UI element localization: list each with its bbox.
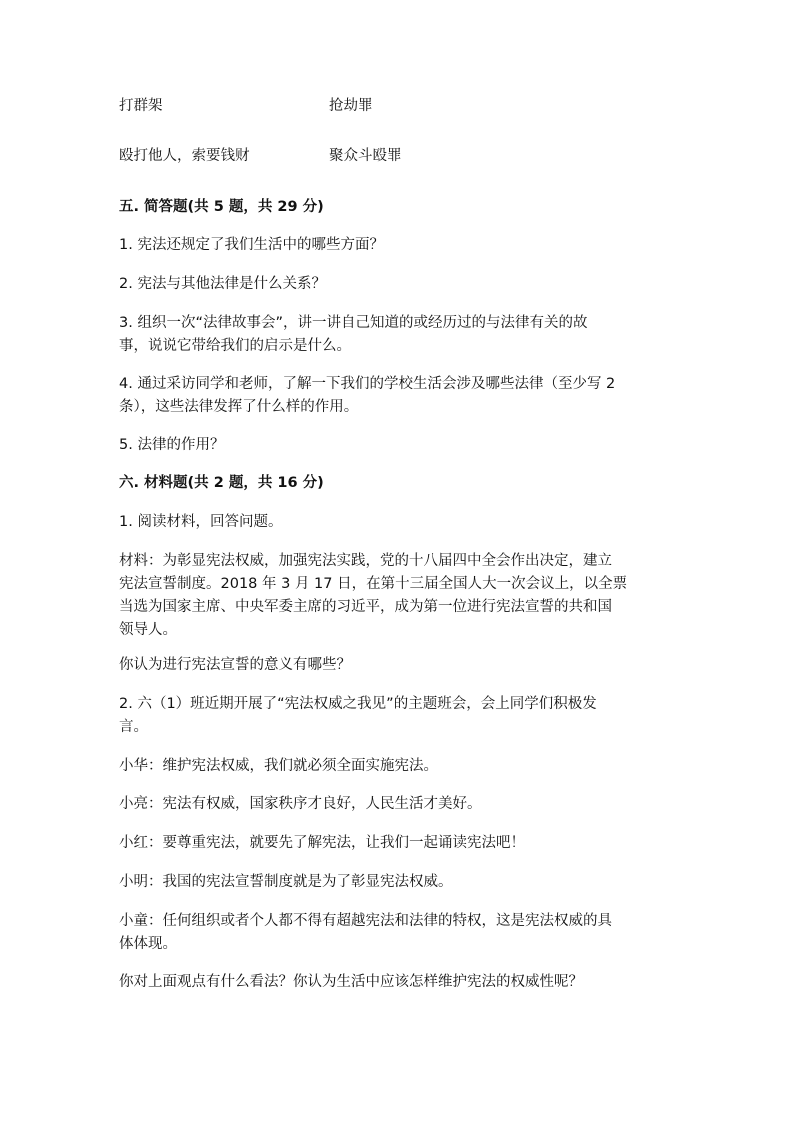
statement-xiaoming: 小明：我国的宪法宣誓制度就是为了彰显宪法权威。 <box>119 874 453 890</box>
material-line-1: 材料：为彰显宪法权威，加强宪法实践，党的十八届四中全会作出决定，建立 <box>119 553 612 569</box>
section6-question-1-prompt: 你认为进行宪法宣誓的意义有哪些？ <box>119 657 351 673</box>
matching-left-2: 殴打他人，索要钱财 <box>119 148 250 164</box>
material-line-2: 宪法宣誓制度。2018 年 3 月 17 日，在第十三届全国人大一次会议上，以全票 <box>119 576 628 592</box>
material-line-4: 领导人。 <box>119 622 177 638</box>
statement-xiaohua: 小华：维护宪法权威，我们就必须全面实施宪法。 <box>119 758 438 774</box>
section6-heading: 六. 材料题(共 2 题，共 16 分) <box>119 475 324 491</box>
section6-question-2-line1: 2. 六（1）班近期开展了“宪法权威之我见”的主题班会，会上同学们积极发 <box>119 696 597 712</box>
section5-question-4-line1: 4. 通过采访同学和老师，了解一下我们的学校生活会涉及哪些法律（至少写 2 <box>119 376 616 392</box>
section6-question-2-prompt: 你对上面观点有什么看法？你认为生活中应该怎样维护宪法的权威性呢？ <box>119 974 583 990</box>
matching-right-2: 聚众斗殴罪 <box>329 148 402 164</box>
matching-left-1: 打群架 <box>119 98 163 114</box>
section5-question-5: 5. 法律的作用？ <box>119 437 225 453</box>
section6-question-2-line2: 言。 <box>119 719 148 735</box>
section5-heading: 五. 简答题(共 5 题，共 29 分) <box>119 199 324 215</box>
statement-xiaoliang: 小亮：宪法有权威，国家秩序才良好，人民生活才美好。 <box>119 796 482 812</box>
matching-right-1: 抢劫罪 <box>329 98 373 114</box>
section5-question-1: 1. 宪法还规定了我们生活中的哪些方面？ <box>119 237 384 253</box>
section6-question-1: 1. 阅读材料，回答问题。 <box>119 514 283 530</box>
statement-xiaohong: 小红：要尊重宪法，就要先了解宪法，让我们一起诵读宪法吧！ <box>119 835 525 851</box>
section5-question-3-line2: 事，说说它带给我们的启示是什么。 <box>119 338 351 354</box>
section5-question-3-line1: 3. 组织一次“法律故事会”，讲一讲自己知道的或经历过的与法律有关的故 <box>119 315 588 331</box>
statement-xiaotong-line1: 小童：任何组织或者个人都不得有超越宪法和法律的特权，这是宪法权威的具 <box>119 913 612 929</box>
statement-xiaotong-line2: 体体现。 <box>119 936 177 952</box>
section5-question-4-line2: 条），这些法律发挥了什么样的作用。 <box>119 399 359 415</box>
section5-question-2: 2. 宪法与其他法律是什么关系？ <box>119 276 326 292</box>
material-line-3: 当选为国家主席、中央军委主席的习近平，成为第一位进行宪法宣誓的共和国 <box>119 599 612 615</box>
